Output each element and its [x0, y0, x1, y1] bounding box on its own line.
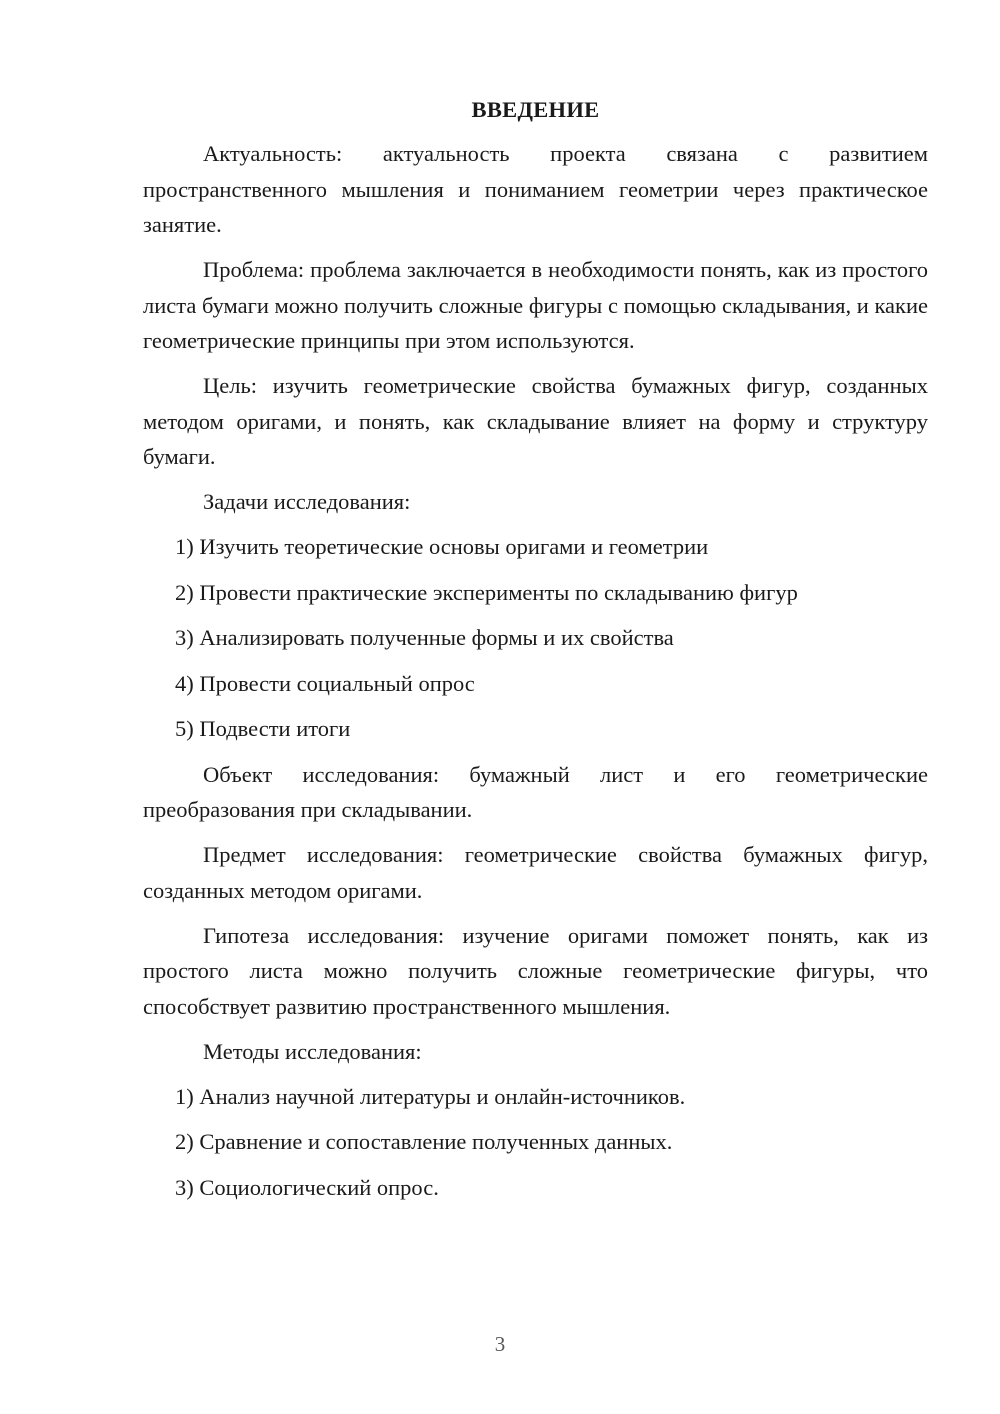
list-item: 1) Изучить теоретические основы оригами и геометрии [175, 534, 709, 559]
page-number: 3 [494, 1332, 506, 1356]
list-item: 2) Сравнение и сопоставление полученных данных. [175, 1129, 673, 1154]
object-paragraph: Объект исследования: бумажный лист и его геометрические преобразования при складывании. [143, 761, 928, 822]
list-item: 4) Провести социальный опрос [175, 670, 475, 696]
list-item: 5) Подвести итоги [175, 716, 351, 741]
goal-paragraph: Цель: изучить геометрические свойства бумажных фигур, созданных методом оригами, и понять, как складывание влияет на форму и структуру бумаги. [143, 373, 928, 469]
relevance-paragraph: Актуальность: актуальность проекта связана с развитием пространственного мышления и пониманием геометрии через практическое занятие. [143, 141, 928, 237]
document-page [143, 92, 928, 1215]
subject-paragraph: Предмет исследования: геометрические свойства бумажных фигур, созданных методом оригами. [143, 842, 928, 903]
list-item: 1) Анализ научной литературы и онлайн-источников. [175, 1083, 686, 1109]
hypothesis-paragraph: Гипотеза исследования: изучение оригами поможет понять, как из простого листа можно получить сложные геометрические фигуры, что способствует развитию пространственного мышления. [143, 922, 928, 1019]
list-item: 2) Провести практические эксперименты по складыванию фигур [175, 579, 798, 605]
tasks-list [143, 529, 928, 747]
list-item: 3) Социологический опрос. [175, 1174, 439, 1200]
page-title: ВВЕДЕНИЕ [471, 97, 600, 122]
tasks-heading: Задачи исследования: [203, 489, 411, 514]
methods-heading: Методы исследования: [203, 1038, 422, 1064]
methods-list [143, 1079, 928, 1206]
problem-paragraph: Проблема: проблема заключается в необходимости понять, как из простого листа бумаги можно получить сложные фигуры с помощью складывания, и какие геометрические принципы при этом используются. [143, 257, 928, 353]
list-item: 3) Анализировать полученные формы и их свойства [175, 625, 674, 650]
